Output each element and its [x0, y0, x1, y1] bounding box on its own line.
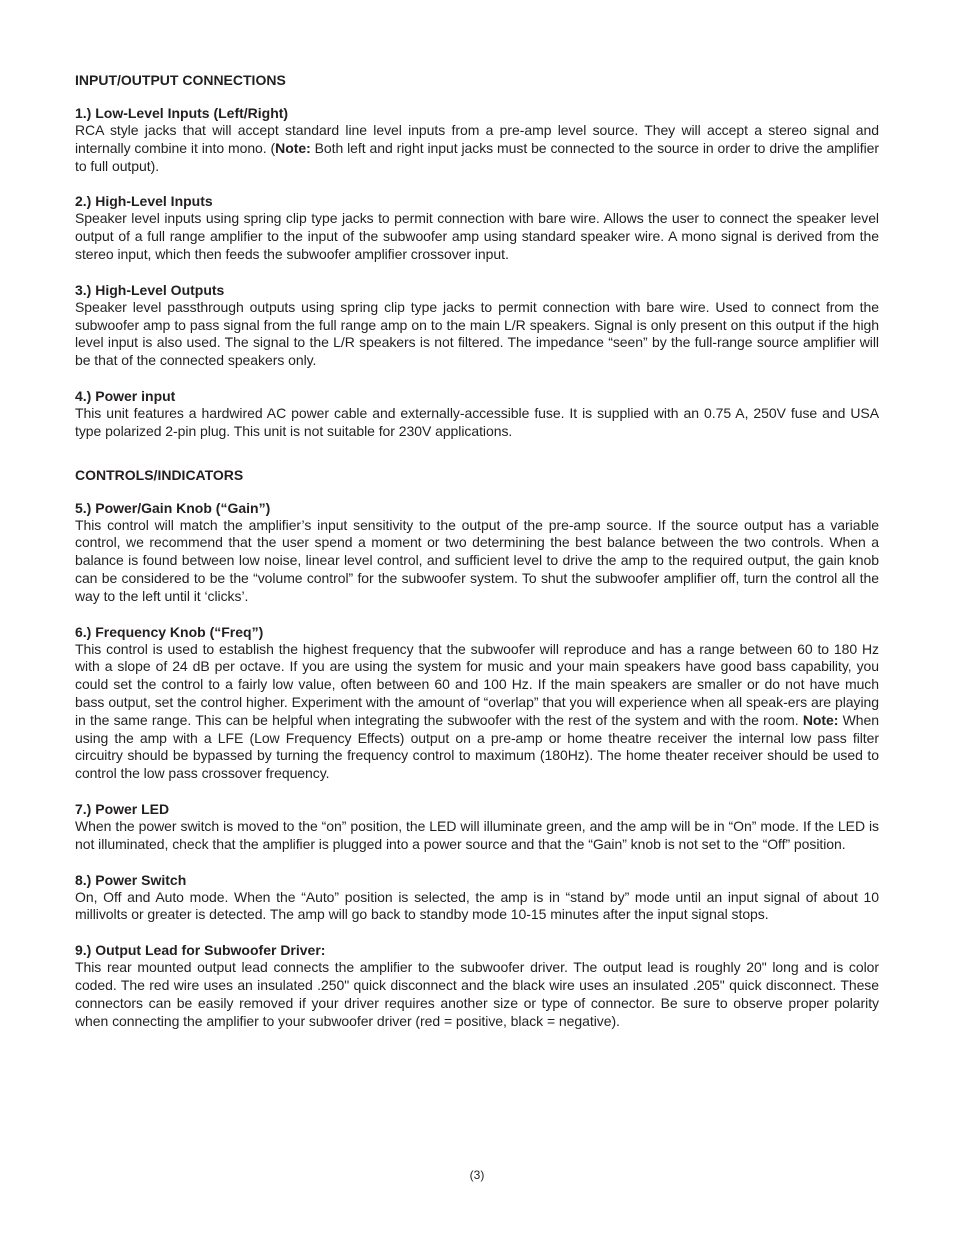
section-heading-input-output: INPUT/OUTPUT CONNECTIONS	[75, 72, 286, 88]
item-body	[75, 122, 879, 175]
item-body	[75, 641, 879, 783]
item-body-text: When using the amp with a LFE (Low Frequency Effects) output on a pre-amp or home theatre receiver the internal low pass filter circuitry should be bypassed by turning the frequency control to maximum (180Hz). The home theater receiver should be used to control the low pass crossover frequency.	[75, 711, 879, 782]
item-body: This rear mounted output lead connects the amplifier to the subwoofer driver. The output lead is roughly 20" long and is color coded. The red wire uses an insulated .250" quick disconnect and the black wire uses an insulated .205" quick disconnect. These connectors can be easily removed if your driver requires another size or type of connector. Be sure to observe proper polarity when connecting the amplifier to your subwoofer driver (red = positive, black = negative).	[75, 959, 879, 1029]
item-body-text: This control is used to establish the highest frequency that the subwoofer will reproduce and has a range between 60 to 180 Hz with a slope of 24 dB per octave. If you are using the system for music and your main speakers have good bass capability, you could set the control to a fairly low value, often between 60 and 100 Hz. If the main speakers are smaller or do not have much bass output, set the control higher. Experiment with the amount of “overlap” that you will experience when all speak-ers are playing in the same range. This can be helpful when integrating the subwoofer with the rest of the system and with the room.	[75, 640, 879, 728]
list-item	[75, 623, 879, 783]
item-body: This control will match the amplifier’s input sensitivity to the output of the pre-amp source. If the source output has a variable control, we recommend that the user spend a moment or two determining the best balance between the two controls. When a balance is found between low noise, linear level control, and sufficient level to drive the amp to the required output, the gain knob can be considered to be the “volume control” for the subwoofer system. To shut the subwoofer amplifier off, turn the control all the way to the left until it ‘clicks’.	[75, 516, 879, 604]
item-title: 7.) Power LED	[75, 800, 170, 817]
item-title: 2.) High-Level Inputs	[75, 193, 213, 210]
item-title: 5.) Power/Gain Knob (“Gain”)	[75, 499, 271, 516]
list-item	[75, 800, 879, 854]
list-item	[75, 871, 879, 925]
list-item	[75, 104, 879, 175]
section-heading-controls-indicators: CONTROLS/INDICATORS	[75, 466, 244, 483]
item-body: Speaker level inputs using spring clip type jacks to permit connection with bare wire. Allows the user to connect the speaker level output of a full range amplifier to the input of the subwoofer amp using standard speaker wire. A mono signal is derived from the stereo input, which then feeds the subwoofer amplifier crossover input.	[75, 210, 879, 262]
item-body: On, Off and Auto mode. When the “Auto” position is selected, the amp is in “stand by” mode until an input signal of about 10 millivolts or greater is detected. The amp will go back to standby mode 10-15 minutes after the input signal stops.	[75, 888, 879, 923]
document-page	[75, 71, 879, 1047]
item-title: 9.) Output Lead for Subwoofer Driver:	[75, 942, 326, 959]
item-title: 3.) High-Level Outputs	[75, 281, 225, 298]
page-number: (3)	[469, 1168, 485, 1182]
item-title: 4.) Power input	[75, 387, 176, 404]
note-label: Note:	[802, 711, 839, 728]
item-title: 8.) Power Switch	[75, 871, 187, 888]
item-title: 6.) Frequency Knob (“Freq”)	[75, 623, 264, 640]
list-item	[75, 387, 879, 441]
item-body: This unit features a hardwired AC power cable and externally-accessible fuse. It is supplied with an 0.75 A, 250V fuse and USA type polarized 2-pin plug. This unit is not suitable for 230V applications.	[75, 404, 879, 439]
note-label: Note:	[275, 139, 311, 156]
list-item	[75, 941, 879, 1030]
item-body-text: Both left and right input jacks must be connected to the source in order to drive the amplifier to full output).	[75, 139, 879, 174]
item-body-text: RCA style jacks that will accept standard line level inputs from a pre-amp level source. They will accept a stereo signal and internally combine it into mono. (	[75, 122, 879, 156]
list-item	[75, 281, 879, 370]
list-item	[75, 499, 879, 606]
item-title: 1.) Low-Level Inputs (Left/Right)	[75, 105, 289, 121]
list-item	[75, 192, 879, 263]
item-body: When the power switch is moved to the “on” position, the LED will illuminate green, and the amp will be in “On” mode. If the LED is not illuminated, check that the amplifier is plugged into a power source and that the “Gain” knob is not set to the “Off” position.	[75, 817, 879, 852]
item-body: Speaker level passthrough outputs using spring clip type jacks to permit connection with bare wire. Used to connect from the subwoofer amp to pass signal from the full range amp on to the main L/R speakers. Signal is only present on this output if the high level input is also used. The signal to the L/R speakers is not filtered. The impedance “seen” by the full-range source amplifier will be that of the connected speakers only.	[75, 298, 879, 369]
